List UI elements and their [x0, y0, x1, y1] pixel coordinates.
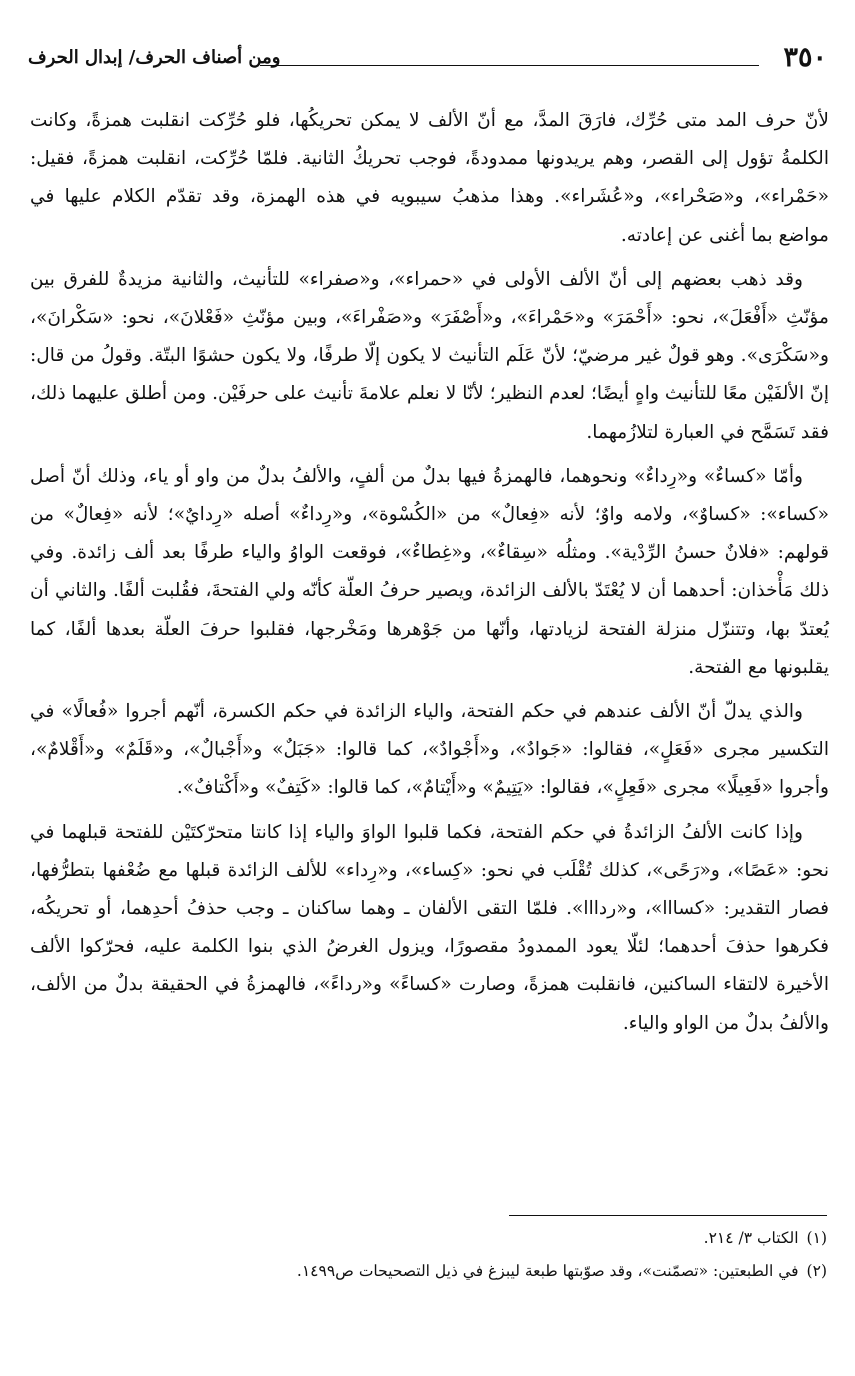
main-text	[30, 102, 829, 1049]
paragraph: وأمّا «كساءٌ» و«رِداءٌ» ونحوهما، فالهمزةُ فيها بدلٌ من ألفٍ، والألفُ بدلٌ من واو أو ياء، وذلك أنّ أصل «كساء»: «كساوٌ»، ولامه واوٌ؛ لأنه «فِعالٌ» من «الكُسْوة»، و«رِداءٌ» أصله «رِدايٌ»؛ لأنه «فِعالٌ» من قولهم: «فلانٌ حسنُ الرِّدْية». ومثلُه «سِقاءٌ»، و«غِطاءٌ»، فوقعت الواوُ والياء طرفًا بعد ألف زائدة. وفي ذلك مَأْخذان: أحدهما أن لا يُعْتَدّ بالألف الزائدة، ويصير حرفُ العلّة كأنّه ولي الفتحةَ، فقُلبت ألفًا. والثاني أن يُعتدّ بها، وتتنزّل منزلة الفتحة لزيادتها، وأنّها من جَوْهرها ومَخْرجها، فقلبوا حرفَ العلّة بعدها ألفًا، كما يقلبونها مع الفتحة.	[30, 465, 829, 678]
footnote-text: الكتاب ٣/ ٢١٤.	[703, 1229, 799, 1247]
page-number: ٣٥٠	[783, 42, 827, 73]
running-title: ومن أصناف الحرف/ إبدال الحرف	[28, 47, 281, 68]
paragraph: والذي يدلّ أنّ الألف عندهم في حكم الفتحة، والياء الزائدة في حكم الكسرة، أنّهم أجروا «فُعالًا» في التكسير مجرى «فَعَلٍ»، فقالوا: «جَوادٌ»، و«أَجْوادٌ»، كما قالوا: «جَبَلٌ» و«أَجْبالٌ»، و«قَلَمٌ» و«أَقْلامٌ»، وأجروا «فَعِيلًا» مجرى «فَعِلٍ»، فقالوا: «يَتِيمٌ» و«أَيْتامٌ»، كما قالوا: «كَتِفٌ» و«أَكْتافٌ».	[30, 701, 829, 799]
header-rule	[260, 65, 759, 66]
footnote	[30, 1222, 827, 1255]
paragraph: وقد ذهب بعضهم إلى أنّ الألف الأولى في «حمراء»، و«صفراء» للتأنيث، والثانية مزيدةٌ للفرق بين مؤنّثِ «أَفْعَلَ»، نحو: «أَحْمَرَ» و«حَمْراءَ»، و«أَصْفَرَ» و«صَفْراءَ»، وبين مؤنّثِ «فَعْلانَ»، نحو: «سَكْرانَ»، و«سَكْرَى». وهو قولٌ غير مرضيّ؛ لأنّ عَلَم التأنيث لا يكون إلّا طرفًا، ولا يكون حشوًا البتّة. وقولُ من قال: إنّ الألفَيْن معًا للتأنيث واهٍ أيضًا؛ لعدم النظير؛ لأنّا لا نعلم علامةَ تأنيث على حرفَيْن. ومن أطلق عليهما ذلك، فقد تَسَمَّح في العبارة لتلازُمهما.	[30, 268, 829, 443]
footnote-number: (٢)	[806, 1262, 827, 1280]
footnote-number: (١)	[806, 1229, 827, 1247]
page-header	[28, 38, 827, 78]
paragraph: وإذا كانت الألفُ الزائدةُ في حكم الفتحة، فكما قلبوا الواوَ والياء إذا كانتا متحرّكتَيْن للفتحة قبلهما في نحو: «عَصًا»، و«رَحًى»، كذلك تُقْلَب في نحو: «كِساء»، و«رِداء» للألف الزائدة قبلها مع ضُعْفها بتطرُّفها، فصار التقدير: «كسااا»، و«ردااا». فلمّا التقى الألفان ـ وهما ساكنان ـ وجب حذفُ أحدِهما، أو تحريكُه، فكرهوا حذفَ أحدهما؛ لئلّا يعود الممدودُ مقصورًا، ويزول الغرضُ الذي بنوا الكلمة عليه، فحرّكوا الألف الأخيرة لالتقاء الساكنين، فانقلبت همزةً، وصارت «كساءً» و«رداءً»، فالهمزةُ في الحقيقة بدلٌ من الألف، والألفُ بدلٌ من الواو والياء.	[30, 821, 829, 1034]
footnotes	[30, 1222, 827, 1288]
footnote	[30, 1255, 827, 1288]
paragraph: لأنّ حرف المد متى حُرِّك، فارَقَ المدَّ، مع أنّ الألف لا يمكن تحريكُها، فلو حُرِّكت انقلبت همزةً، وكانت الكلمةُ تؤول إلى القصر، وهم يريدونها ممدودةً، فوجب تحريكُ الثانية. فلمّا حُرِّكت، انقلبت همزةً، فقيل: «حَمْراء»، و«صَحْراء»، و«عُشَراء». وهذا مذهبُ سيبويه في هذه الهمزة، وقد تقدّم الكلام عليها في مواضع بما أغنى عن إعادته.	[30, 110, 829, 246]
footnote-separator	[509, 1215, 827, 1216]
footnote-text: في الطبعتين: «تصمّنت»، وقد صوّبتها طبعة ليبزغ في ذيل التصحيحات ص١٤٩٩.	[296, 1262, 799, 1280]
